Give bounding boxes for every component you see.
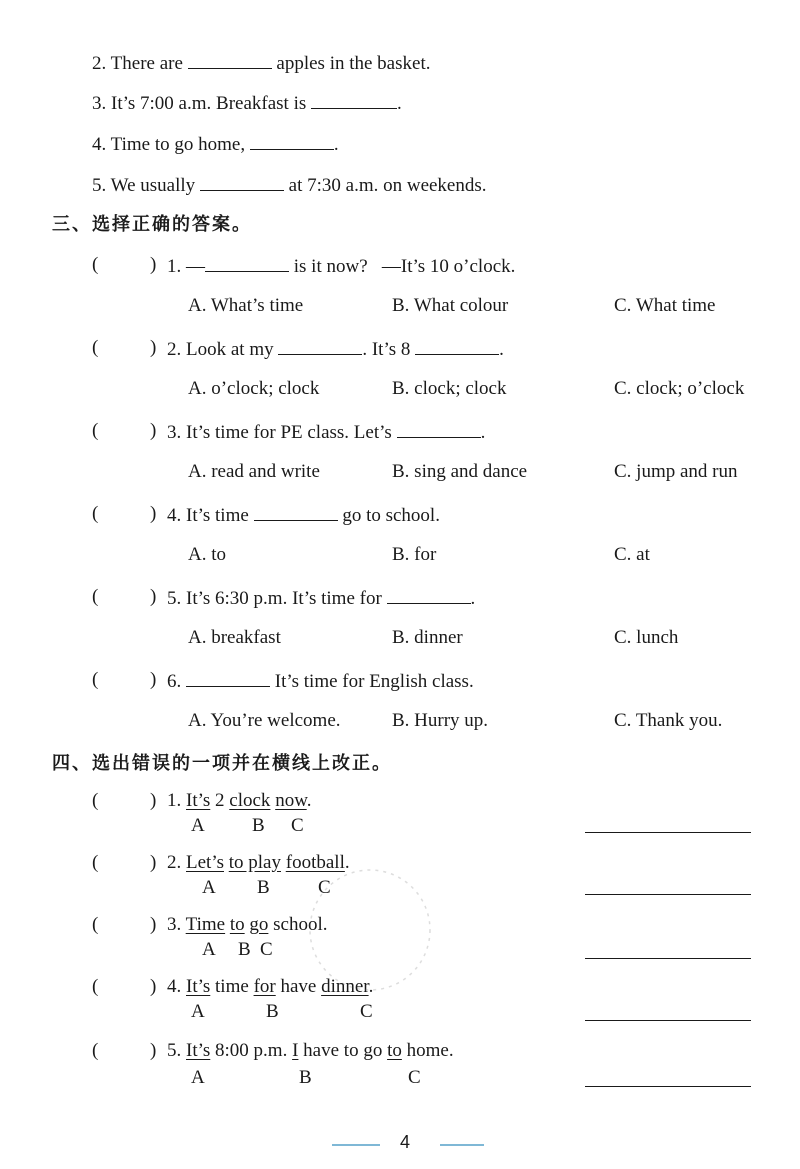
s4-question-5 (167, 1040, 454, 1062)
underlined-part-c: dinner (321, 976, 369, 997)
option-c[interactable]: C. clock; o’clock (614, 378, 745, 399)
question-number: 5. (167, 1040, 182, 1061)
option-a[interactable]: A. breakfast (188, 627, 281, 648)
s3-question-1 (167, 254, 515, 278)
answer-blank[interactable] (200, 173, 284, 191)
option-b[interactable]: B. dinner (392, 627, 463, 648)
answer-blank[interactable] (311, 91, 397, 109)
s3-question-4 (167, 503, 440, 527)
item-text: at 7:30 a.m. on weekends. (283, 175, 487, 196)
part2-item-2 (92, 51, 430, 75)
item-text: 3. It’s 7:00 a.m. Breakfast is (92, 93, 311, 114)
correction-line[interactable] (585, 832, 751, 833)
underlined-part-c: to (387, 1040, 402, 1061)
question-text: . It’s 8 (362, 339, 416, 360)
label-b: B (299, 1067, 312, 1088)
part2-item-3 (92, 91, 402, 115)
paren-open: ( (92, 337, 99, 358)
answer-blank[interactable] (397, 420, 481, 438)
part2-item-4 (92, 132, 339, 156)
option-c[interactable]: C. What time (614, 295, 716, 316)
option-c[interactable]: C. Thank you. (614, 710, 723, 731)
correction-line[interactable] (585, 894, 751, 895)
paren-open: ( (92, 1040, 99, 1061)
question-number: 2. (167, 852, 182, 873)
answer-blank[interactable] (186, 669, 270, 687)
question-text: 3. It’s time for PE class. Let’s (167, 422, 397, 443)
question-text: have to go (298, 1040, 388, 1061)
option-c[interactable]: C. at (614, 544, 650, 565)
underlined-part-b: I (292, 1040, 299, 1061)
question-text: . (499, 339, 504, 360)
question-text: 2 (210, 790, 230, 811)
paren-close: ) (150, 337, 157, 358)
s3-question-3 (167, 420, 485, 444)
paren-open: ( (92, 669, 99, 690)
label-b: B (252, 815, 265, 836)
answer-blank[interactable] (415, 337, 499, 355)
paren-close: ) (150, 669, 157, 690)
option-b[interactable]: B. for (392, 544, 437, 565)
underlined-part-c: go (249, 914, 269, 935)
label-a: A (202, 939, 216, 960)
label-a: A (191, 815, 205, 836)
paren-open: ( (92, 790, 99, 811)
underlined-part-b: for (253, 976, 276, 997)
question-text: . (470, 588, 476, 609)
s4-question-1 (167, 790, 311, 812)
paren-open: ( (92, 254, 99, 275)
answer-blank[interactable] (387, 586, 471, 604)
answer-blank[interactable] (278, 337, 362, 355)
paren-close: ) (150, 586, 157, 607)
item-text: . (397, 93, 402, 114)
watermark-stamp (300, 860, 440, 1000)
answer-blank[interactable] (254, 503, 338, 521)
paren-close: ) (150, 976, 157, 997)
page-number: 4 (400, 1132, 411, 1152)
s3-question-6 (167, 669, 474, 693)
label-c: C (408, 1067, 421, 1088)
item-text: 5. We usually (92, 175, 200, 196)
label-a: A (202, 877, 216, 898)
underlined-part-a: Time (185, 914, 226, 935)
paren-open: ( (92, 976, 99, 997)
answer-blank[interactable] (188, 51, 272, 69)
underlined-part-a: It’s (186, 976, 211, 997)
paren-close: ) (150, 852, 157, 873)
paren-close: ) (150, 503, 157, 524)
answer-blank[interactable] (250, 132, 334, 150)
watermark-stamp-graphic (300, 860, 440, 1000)
question-text: home. (401, 1040, 454, 1061)
option-b[interactable]: B. What colour (392, 295, 509, 316)
underlined-part-c: now (275, 790, 307, 811)
s3-question-5 (167, 586, 475, 610)
paren-close: ) (150, 420, 157, 441)
question-text: . (306, 790, 312, 811)
paren-close: ) (150, 790, 157, 811)
label-c: C (260, 939, 273, 960)
correction-line[interactable] (585, 1020, 751, 1021)
question-text: 8:00 p.m. (210, 1040, 293, 1061)
question-number: 1. (167, 790, 182, 811)
label-b: B (266, 1001, 279, 1022)
correction-line[interactable] (585, 958, 751, 959)
paren-close: ) (150, 914, 157, 935)
paren-open: ( (92, 503, 99, 524)
question-text: time (210, 976, 254, 997)
option-a[interactable]: A. What’s time (188, 295, 304, 316)
underlined-part-a: It’s (186, 790, 211, 811)
section4-heading: 四、选出错误的一项并在横线上改正。 (52, 753, 392, 774)
underlined-part-a: Let’s (186, 852, 224, 873)
correction-line[interactable] (585, 1086, 751, 1087)
footer-rule-left (332, 1144, 380, 1146)
label-b: B (257, 877, 270, 898)
section3-heading: 三、选择正确的答案。 (52, 214, 252, 235)
option-c[interactable]: C. lunch (614, 627, 679, 648)
question-number: 3. (167, 914, 182, 935)
option-b[interactable]: B. clock; clock (392, 378, 507, 399)
question-text: 6. (167, 671, 186, 692)
paren-close: ) (150, 254, 157, 275)
paren-close: ) (150, 1040, 157, 1061)
question-text: 4. It’s time (167, 505, 254, 526)
item-text: 2. There are (92, 53, 188, 74)
paren-open: ( (92, 420, 99, 441)
label-c: C (360, 1001, 373, 1022)
question-number: 4. (167, 976, 182, 997)
underlined-part-b: to play (228, 852, 281, 873)
label-c: C (318, 877, 331, 898)
option-b[interactable]: B. Hurry up. (392, 710, 489, 731)
option-a[interactable]: A. read and write (188, 461, 320, 482)
item-text: apples in the basket. (271, 53, 431, 74)
footer-rule-right (440, 1144, 484, 1146)
question-text: 2. Look at my (167, 339, 279, 360)
question-text: school. (268, 914, 328, 935)
option-c[interactable]: C. jump and run (614, 461, 738, 482)
question-text: . (480, 422, 486, 443)
label-c: C (291, 815, 304, 836)
label-a: A (191, 1001, 205, 1022)
underlined-part-b: clock (229, 790, 271, 811)
part2-item-5 (92, 173, 487, 197)
underlined-part-a: It’s (186, 1040, 211, 1061)
question-text: go to school. (337, 505, 440, 526)
paren-open: ( (92, 852, 99, 873)
question-text: It’s time for English class. (270, 671, 474, 692)
s3-question-2 (167, 337, 504, 361)
question-text: . (368, 976, 374, 997)
option-a[interactable]: A. o’clock; clock (188, 378, 320, 399)
option-a[interactable]: A. to (188, 544, 226, 565)
item-text: . (333, 134, 339, 155)
underlined-part-b: to (229, 914, 245, 935)
question-text: 1. — (167, 256, 205, 277)
paren-open: ( (92, 586, 99, 607)
label-b: B (238, 939, 251, 960)
answer-blank[interactable] (205, 254, 289, 272)
paren-open: ( (92, 914, 99, 935)
question-text: is it now? —It’s 10 o’clock. (289, 256, 516, 277)
item-text: 4. Time to go home, (92, 134, 250, 155)
option-b[interactable]: B. sing and dance (392, 461, 528, 482)
option-a[interactable]: A. You’re welcome. (188, 710, 341, 731)
label-a: A (191, 1067, 205, 1088)
question-text: 5. It’s 6:30 p.m. It’s time for (167, 588, 387, 609)
underlined-part-c: football (285, 852, 345, 873)
question-text: have (275, 976, 322, 997)
question-text: . (344, 852, 350, 873)
